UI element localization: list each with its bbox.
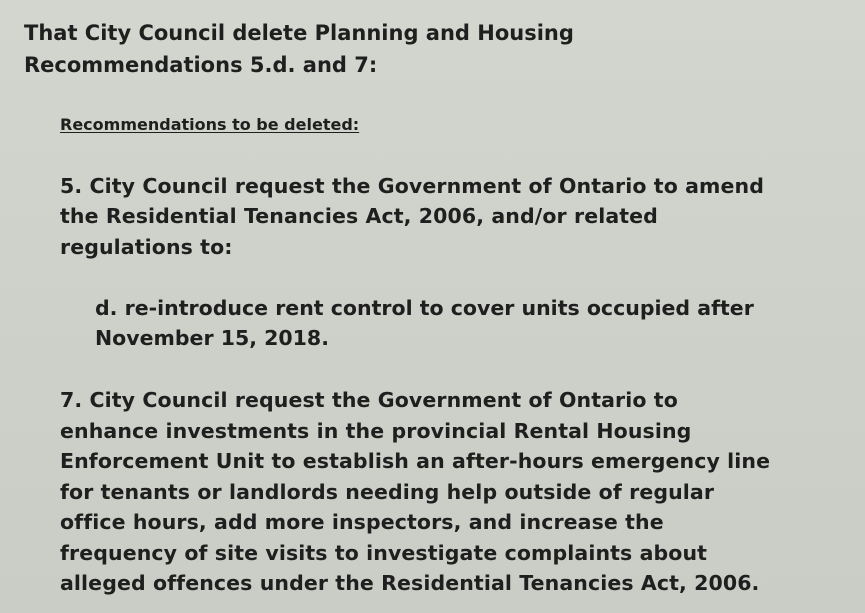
deleted-recommendations-heading: Recommendations to be deleted: [60,115,360,134]
intro-line: That City Council delete Planning and Housing [24,21,574,45]
recommendation-7-line: alleged offences under the Residential Tenancies Act, 2006. [60,571,760,595]
recommendation-7-line: for tenants or landlords needing help outside of regular [60,480,715,504]
item-d-line: November 15, 2018. [95,326,329,350]
recommendation-7-line: frequency of site visits to investigate complaints about [60,541,708,565]
recommendation-5-line: 5. City Council request the Government of Ontario to amend [60,174,764,198]
intro-line: Recommendations 5.d. and 7: [24,53,378,77]
recommendation-7-line: enhance investments in the provincial Rental Housing [60,419,692,443]
recommendation-5-line: regulations to: [60,235,233,259]
recommendation-5-line: the Residential Tenancies Act, 2006, and/or related [60,204,658,228]
recommendation-7-line: office hours, add more inspectors, and increase the [60,510,664,534]
recommendation-7-line: 7. City Council request the Government of Ontario to [60,388,678,412]
recommendation-7-line: Enforcement Unit to establish an after-hours emergency line [60,449,771,473]
item-d-line: d. re-introduce rent control to cover units occupied after [95,296,754,320]
